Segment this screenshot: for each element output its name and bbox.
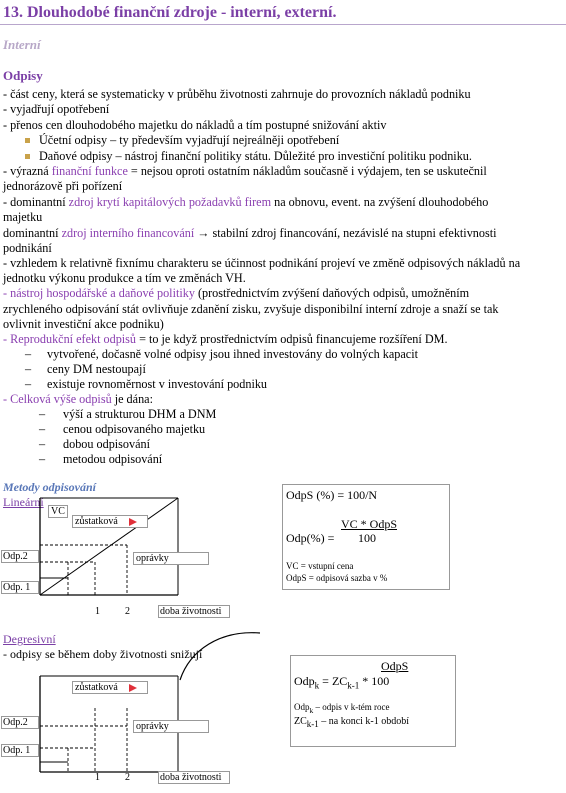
odpisy-line-3: - přenos cen dlouhodobého majetku do nákladů a tím postupné snižování aktiv	[3, 118, 387, 132]
label-doba: doba životnosti	[158, 605, 230, 618]
bullet-danove	[3, 149, 472, 163]
label-opravky: oprávky	[133, 552, 209, 565]
formula-odps-numerator: OdpS	[381, 659, 409, 673]
celkova-item-3: – dobou odpisování	[39, 437, 151, 451]
formula-odp: Odp(%) =	[286, 531, 335, 545]
label-opravky-2: oprávky	[133, 720, 209, 733]
odpisy-line-5: jednorázově při pořízení	[3, 179, 123, 193]
formula-odps: OdpS (%) = 100/N	[286, 488, 378, 502]
label-zustatkova: zůstatková	[72, 515, 148, 528]
label-odp2-2: Odp.2	[1, 716, 39, 729]
celkova-item-2: – cenou odpisovaného majetku	[39, 422, 206, 436]
repro-item-2: – ceny DM nestoupají	[25, 362, 146, 376]
link-linearni[interactable]: Lineární	[3, 495, 44, 509]
page-title: 13. Dlouhodobé finanční zdroje - interní, externí.	[3, 4, 337, 21]
odpisy-line-14: ovlivnit investiční akce podniku)	[3, 317, 164, 331]
degressive-formula-box	[290, 655, 456, 747]
tick-1-2: 1	[95, 772, 100, 783]
repro-item-3: – existuje rovnoměrnost v investování podniku	[25, 377, 268, 391]
section-interni: Interní	[3, 37, 41, 52]
odpisy-line-7: majetku	[3, 210, 43, 224]
linear-formula-box	[282, 484, 450, 590]
bullet-text: Daňové odpisy – nástroj finanční politiky státu. Důležité pro investiční politiku podniku.	[39, 149, 472, 163]
label-vc: VC	[48, 505, 68, 518]
repro-item-1: – vytvořené, dočasně volné odpisy jsou ihned investovány do volných kapacit	[25, 347, 418, 361]
formula-denominator: 100	[358, 531, 376, 545]
formula-numerator: VC * OdpS	[341, 517, 398, 531]
zustatkova-arrow-icon	[128, 683, 138, 693]
label-zustatkova-2: zůstatková	[72, 681, 148, 694]
odpisy-line-9: podnikání	[3, 241, 52, 255]
label-odp1: Odp. 1	[1, 581, 39, 594]
degresivni-text: - odpisy se během doby životnosti snižují	[3, 647, 203, 661]
formula-odpk: $Odp_k = ZC_{k-1} * 100$	[294, 674, 390, 691]
bullet-icon	[25, 138, 30, 143]
legend-zck: $ZC_{k-1}$ – na konci k-1 období	[294, 716, 410, 729]
tick-1: 1	[95, 606, 100, 617]
label-doba-2: doba životnosti	[158, 771, 230, 784]
section-metody: Metody odpisování	[3, 480, 96, 494]
odpisy-line-10: - vzhledem k relativně fixnímu charakteru se účinnost podnikání projeví ve změně odpisových nákladů na	[3, 256, 521, 270]
bullet-icon	[25, 154, 30, 159]
odpisy-line-16: - Celková výše odpisů je dána:	[3, 392, 153, 406]
celkova-item-1: – výší a strukturou DHM a DNM	[39, 407, 217, 421]
odpisy-line-1: - část ceny, která se systematicky v průběhu životnosti zahrnuje do provozních nákladů podniku	[3, 87, 471, 101]
label-odp2: Odp.2	[1, 550, 39, 563]
odpisy-line-4: - výrazná finanční funkce = nejsou oproti ostatním nákladům současně i výdajem, ten se uskutečnil	[3, 164, 487, 178]
bullet-text: Účetní odpisy – ty především vyjadřují nejreálněji opotřebení	[39, 133, 340, 147]
zustatkova-arrow-icon	[128, 517, 138, 527]
section-odpisy: Odpisy	[3, 68, 43, 83]
legend-odpk: Odp$_k$ – odpis v k-tém roce	[294, 702, 390, 715]
title-underline	[0, 24, 566, 25]
legend-vc: VC = vstupní cena	[286, 561, 354, 571]
bullet-ucetni	[3, 133, 339, 147]
celkova-item-4: – metodou odpisování	[39, 452, 163, 466]
odpisy-line-8: dominantní zdroj interního financování → stabilní zdroj financování, nezávislé na stupni efektivnosti	[3, 226, 497, 240]
odpisy-line-2: - vyjadřují opotřebení	[3, 102, 110, 116]
odpisy-line-6: - dominantní zdroj krytí kapitálových požadavků firem na obnovu, event. na zvýšení dlouhodobého	[3, 195, 489, 209]
odpisy-line-12: - nástroj hospodářské a daňové politiky (prostřednictvím zvýšení daňových odpisů, umožněním	[3, 286, 470, 300]
odpisy-line-15: - Reprodukční efekt odpisů = to je když prostřednictvím odpisů financujeme rozšíření DM.	[3, 332, 448, 346]
link-degresivni[interactable]: Degresivní	[3, 632, 56, 646]
odpisy-line-11: jednotku výkonu produkce a tím ve změnách VH.	[3, 271, 246, 285]
legend-odps: OdpS = odpisová sazba v %	[286, 573, 388, 583]
tick-2-2: 2	[125, 772, 130, 783]
odpisy-line-13: zrychleného odpisování stát ovlivňuje zdanění zisku, zvyšuje disponibilní interní zdroje a snaží se tak	[3, 302, 499, 316]
tick-2: 2	[125, 606, 130, 617]
label-odp1-2: Odp. 1	[1, 744, 39, 757]
